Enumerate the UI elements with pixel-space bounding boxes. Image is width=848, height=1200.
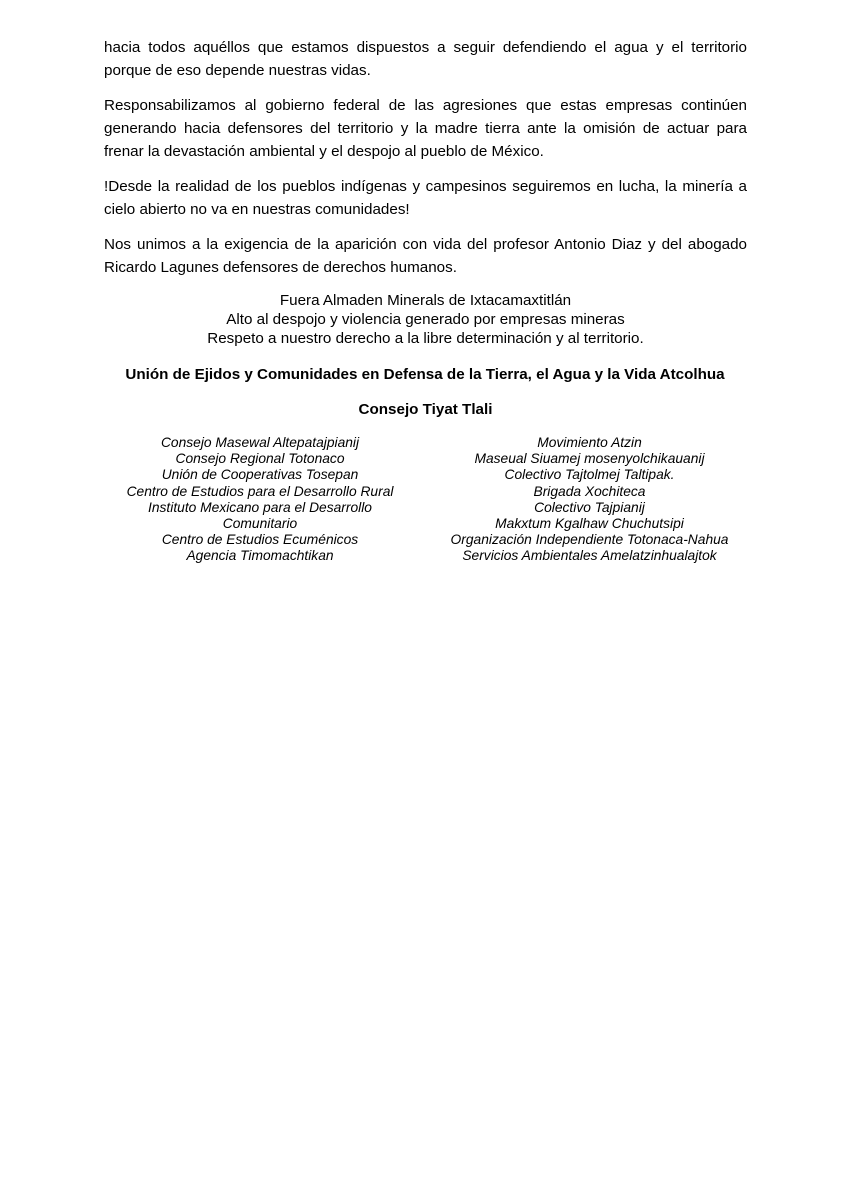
slogan-line: Fuera Almaden Minerals de Ixtacamaxtitlán — [279, 292, 572, 309]
signatories-right-column — [433, 435, 746, 565]
paragraph-federal-government: Responsabilizamos al gobierno federal de las agresiones que estas empresas continúen generando hacia defensores del territorio y la madre tierra ante la omisión de actuar para frenar la devastación ambiental y el despojo al pueblo de México. — [104, 97, 747, 160]
signatory-name: Colectivo Tajtolmej Taltipak. — [504, 467, 675, 483]
signatory-name: Instituto Mexicano para el Desarrollo — [148, 499, 372, 515]
slogan-line: Alto al despojo y violencia generado por empresas mineras — [226, 311, 625, 328]
signatory-name: Servicios Ambientales Amelatzinhualajtok — [462, 548, 717, 564]
signatory-name: Consejo Regional Totonaco — [175, 451, 345, 467]
signatory-name: Consejo Masewal Altepatajpianij — [160, 435, 360, 450]
signatory-name: Unión de Cooperativas Tosepan — [161, 467, 359, 483]
slogans-block — [104, 291, 747, 348]
signatory-name: Makxtum Kgalhaw Chuchutsipi — [495, 516, 684, 532]
council-title: Consejo Tiyat Tlali — [358, 401, 493, 418]
slogan-line: Respeto a nuestro derecho a la libre determinación y al territorio. — [207, 330, 644, 347]
signatory-name: Organización Independiente Totonaca-Nahua — [450, 532, 729, 548]
signatories-left-column — [114, 435, 406, 565]
signatory-name: Colectivo Tajpianij — [534, 499, 645, 515]
signatory-name: Centro de Estudios Ecuménicos — [161, 532, 359, 548]
statement-body — [104, 36, 747, 291]
signatory-name: Maseual Siuamej mosenyolchikauanij — [474, 451, 705, 467]
signatory-name: Agencia Timomachtikan — [186, 548, 334, 564]
signatory-name: Comunitario — [222, 516, 298, 532]
organization-title: Unión de Ejidos y Comunidades en Defensa de la Tierra, el Agua y la Vida Atcolhua — [125, 366, 725, 383]
signatory-name: Brigada Xochiteca — [533, 483, 646, 499]
signatory-name: Centro de Estudios para el Desarrollo Rural — [126, 483, 394, 499]
signatory-name: Movimiento Atzin — [537, 435, 642, 450]
paragraph-water-territory: hacia todos aquéllos que estamos dispuestos a seguir defendiendo el agua y el territorio porque de eso depende nuestras vidas. — [104, 39, 747, 79]
paragraph-disappearance-demand: Nos unimos a la exigencia de la aparición con vida del profesor Antonio Diaz y del abogado Ricardo Lagunes defensores de derechos humanos. — [104, 236, 747, 276]
paragraph-indigenous-struggle: !Desde la realidad de los pueblos indígenas y campesinos seguiremos en lucha, la minería a cielo abierto no va en nuestras comunidades! — [104, 178, 747, 218]
